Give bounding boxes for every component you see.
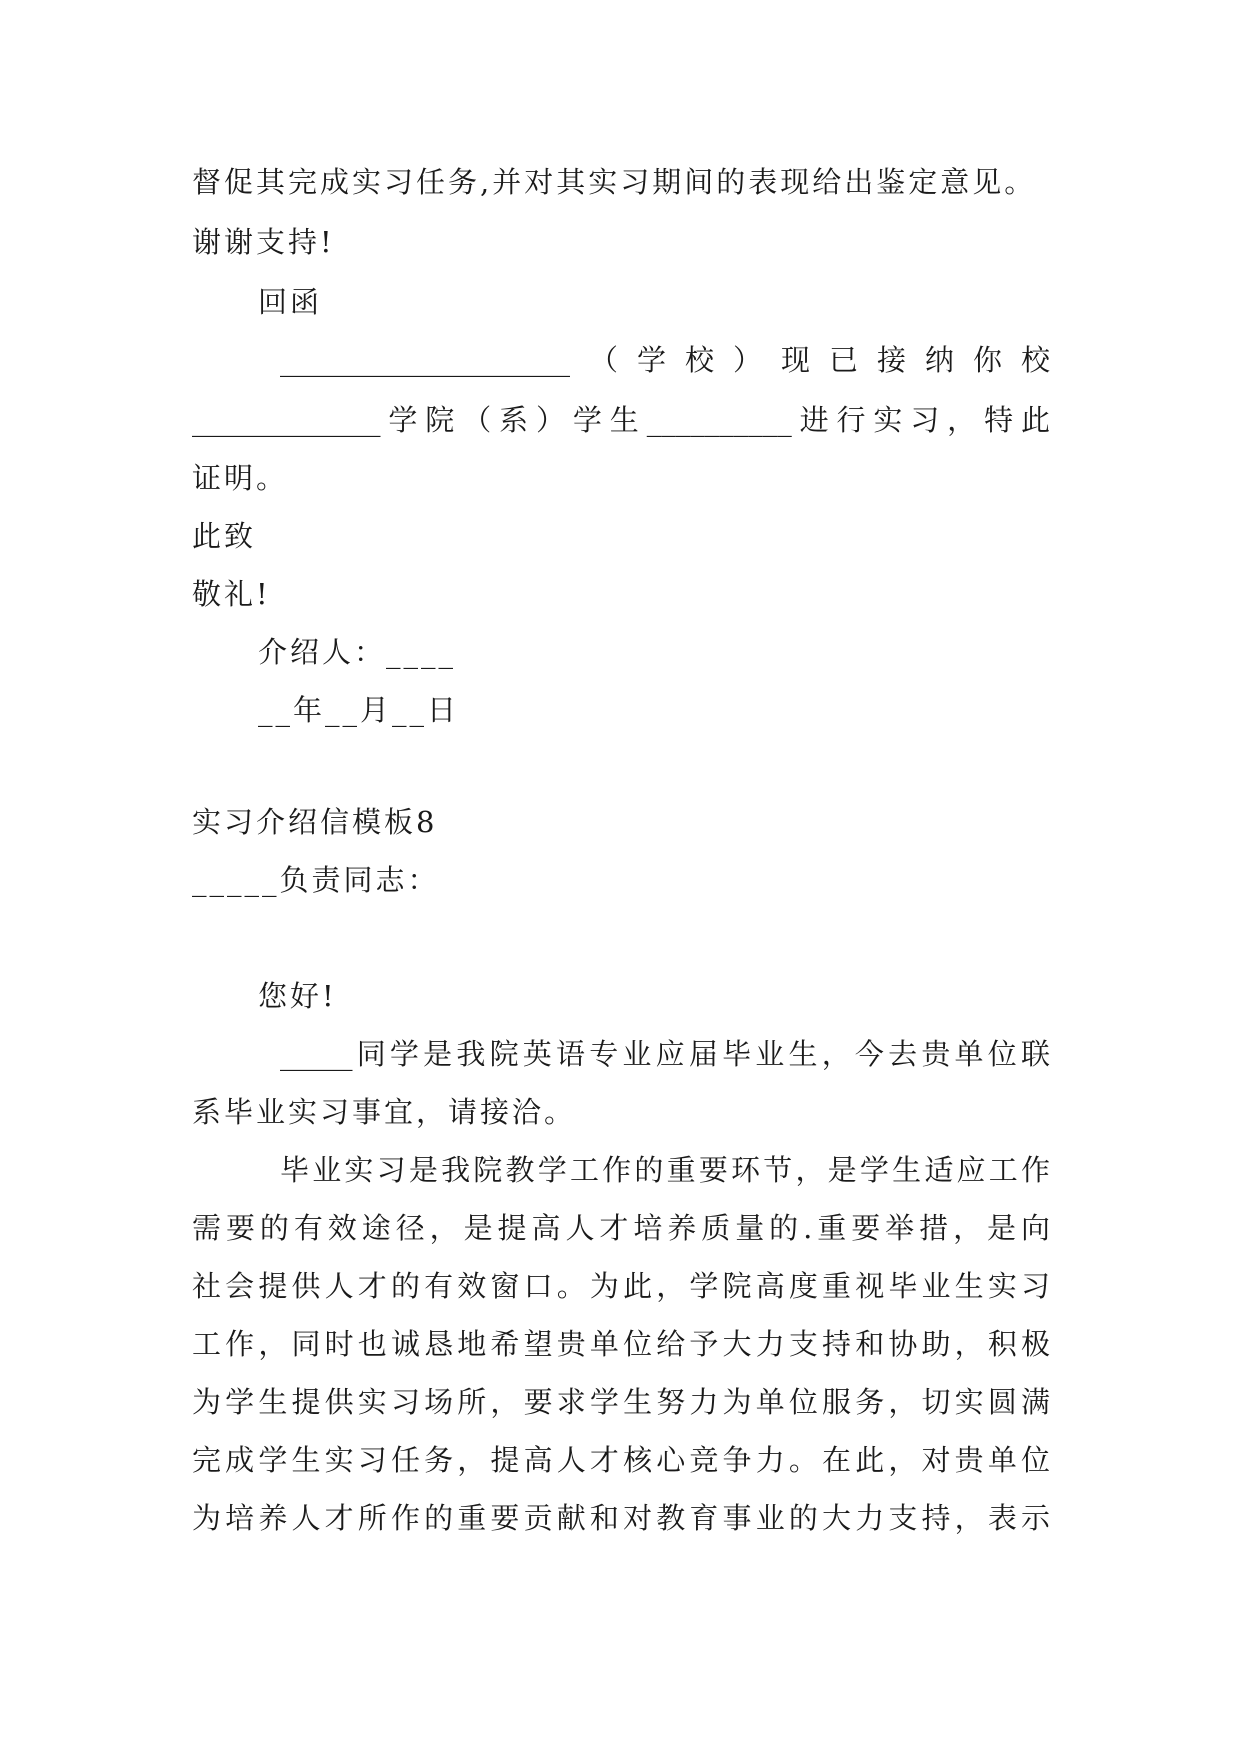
text-line: 督促其完成实习任务,并对其实习期间的表现给出鉴定意见。 — [192, 165, 1037, 199]
text-line: 谢谢支持! — [192, 225, 335, 259]
text-line: 您好! — [258, 979, 337, 1013]
text-line: 介绍人：____ — [258, 635, 457, 669]
text-line: __年__月__日 — [258, 693, 460, 727]
text-line: 证明。 — [192, 461, 289, 495]
text-line: _____负责同志： — [192, 863, 440, 897]
section-heading: 实习介绍信模板8 — [192, 805, 438, 839]
text-line: 为学生提供实习场所，要求学生努力为单位服务，切实圆满 — [192, 1385, 1050, 1419]
text-line: 需要的有效途径，是提高人才培养质量的.重要举措，是向 — [192, 1211, 1050, 1245]
text-line: ____________________（学校）现已接纳你校 — [280, 343, 1050, 377]
text-line: 此致 — [192, 519, 257, 553]
text-line: 系毕业实习事宜，请接洽。 — [192, 1095, 577, 1129]
text-line: 回函 — [258, 285, 323, 319]
text-line: 工作，同时也诚恳地希望贵单位给予大力支持和协助，积极 — [192, 1327, 1050, 1361]
text-line: _____同学是我院英语专业应届毕业生，今去贵单位联 — [280, 1037, 1050, 1071]
text-line: 为培养人才所作的重要贡献和对教育事业的大力支持，表示 — [192, 1501, 1050, 1535]
text-line: 敬礼! — [192, 577, 271, 611]
text-line: 完成学生实习任务，提高人才核心竞争力。在此，对贵单位 — [192, 1443, 1050, 1477]
text-line: 毕业实习是我院教学工作的重要环节，是学生适应工作 — [280, 1153, 1050, 1187]
text-line: _____________学院（系）学生__________进行实习，特此 — [192, 403, 1050, 437]
text-line: 社会提供人才的有效窗口。为此，学院高度重视毕业生实习 — [192, 1269, 1050, 1303]
